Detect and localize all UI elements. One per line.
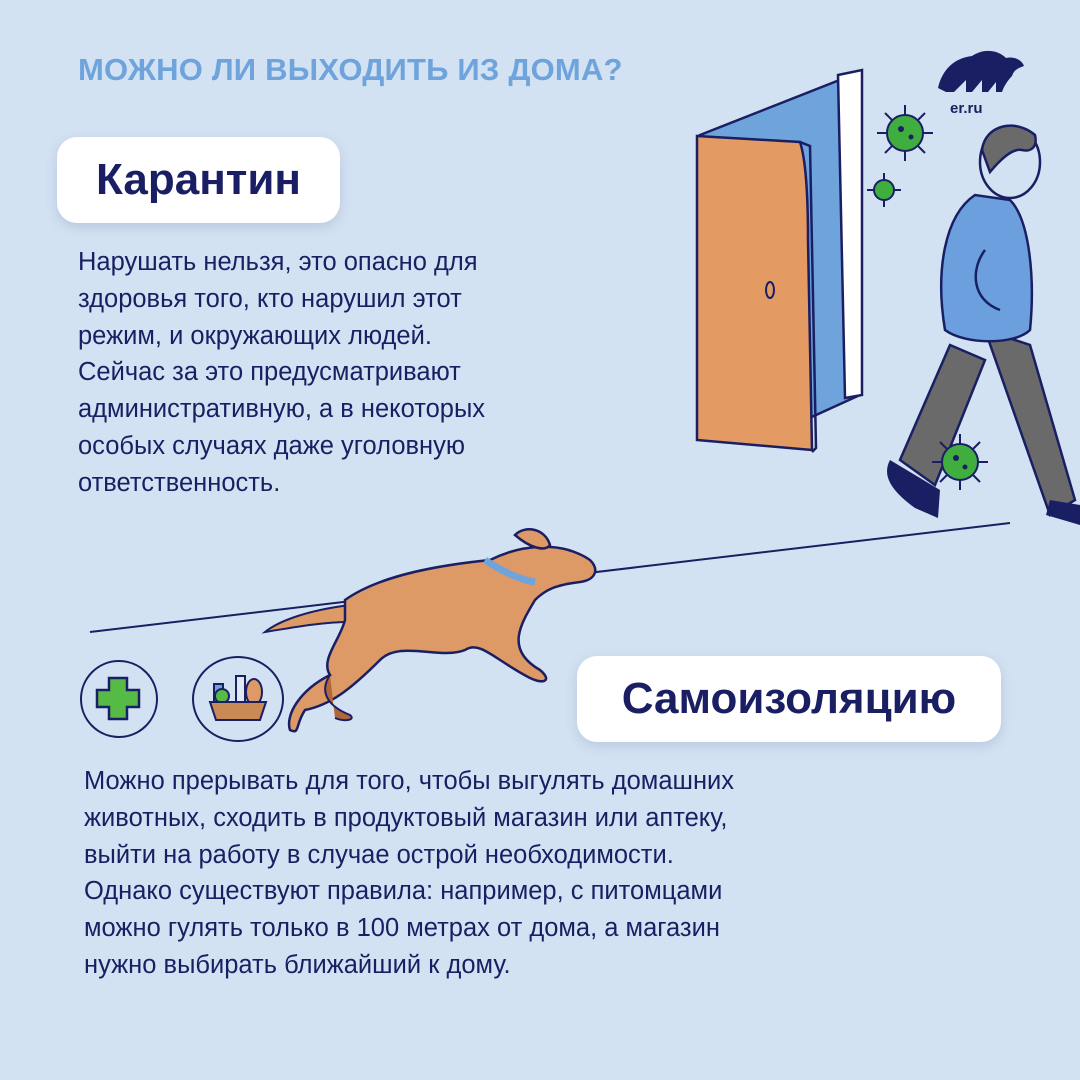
logo-site-label: er.ru	[950, 100, 983, 117]
quarantine-text-line: Нарушать нельзя, это опасно для	[78, 248, 478, 276]
dog-illustration	[265, 529, 595, 731]
quarantine-text-line: Сейчас за это предусматривают	[78, 358, 461, 387]
page-headline: МОЖНО ЛИ ВЫХОДИТЬ ИЗ ДОМА?	[78, 52, 623, 87]
quarantine-text-line: режим, и окружающих людей.	[78, 321, 432, 350]
walking-man	[887, 126, 1080, 525]
self-isolation-text	[84, 763, 1014, 984]
self-isolation-title: Самоизоляцию	[577, 656, 1001, 742]
virus-icon	[877, 105, 933, 161]
grocery-icon-circle	[192, 656, 284, 742]
quarantine-text-line: административную, а в некоторых	[78, 395, 486, 424]
quarantine-text	[78, 244, 638, 502]
quarantine-text-line: особых случаях даже уголовную	[78, 431, 466, 460]
self-isolation-text-line: животных, сходить в продуктовый магазин или аптеку,	[84, 803, 728, 832]
virus-icon	[932, 434, 988, 490]
self-isolation-text-line: нужно выбирать ближайший к дому.	[84, 950, 511, 979]
quarantine-text-line: ответственность.	[78, 468, 281, 497]
pharmacy-cross-icon	[82, 662, 155, 735]
grocery-basket-icon	[194, 658, 281, 739]
door-icon	[697, 70, 862, 452]
virus-icon	[867, 173, 901, 207]
self-isolation-text-line: можно гулять только в 100 метрах от дома, а магазин	[84, 914, 720, 943]
self-isolation-text-line: Однако существуют правила: например, с питомцами	[84, 877, 723, 906]
quarantine-text-line: здоровья того, кто нарушил этот	[78, 284, 462, 313]
pharmacy-icon-circle	[80, 660, 158, 738]
self-isolation-text-line: выйти на работу в случае острой необходимости.	[84, 840, 674, 869]
quarantine-title: Карантин	[57, 137, 340, 223]
self-isolation-text-line: Можно прерывать для того, чтобы выгулять домашних	[84, 767, 735, 795]
